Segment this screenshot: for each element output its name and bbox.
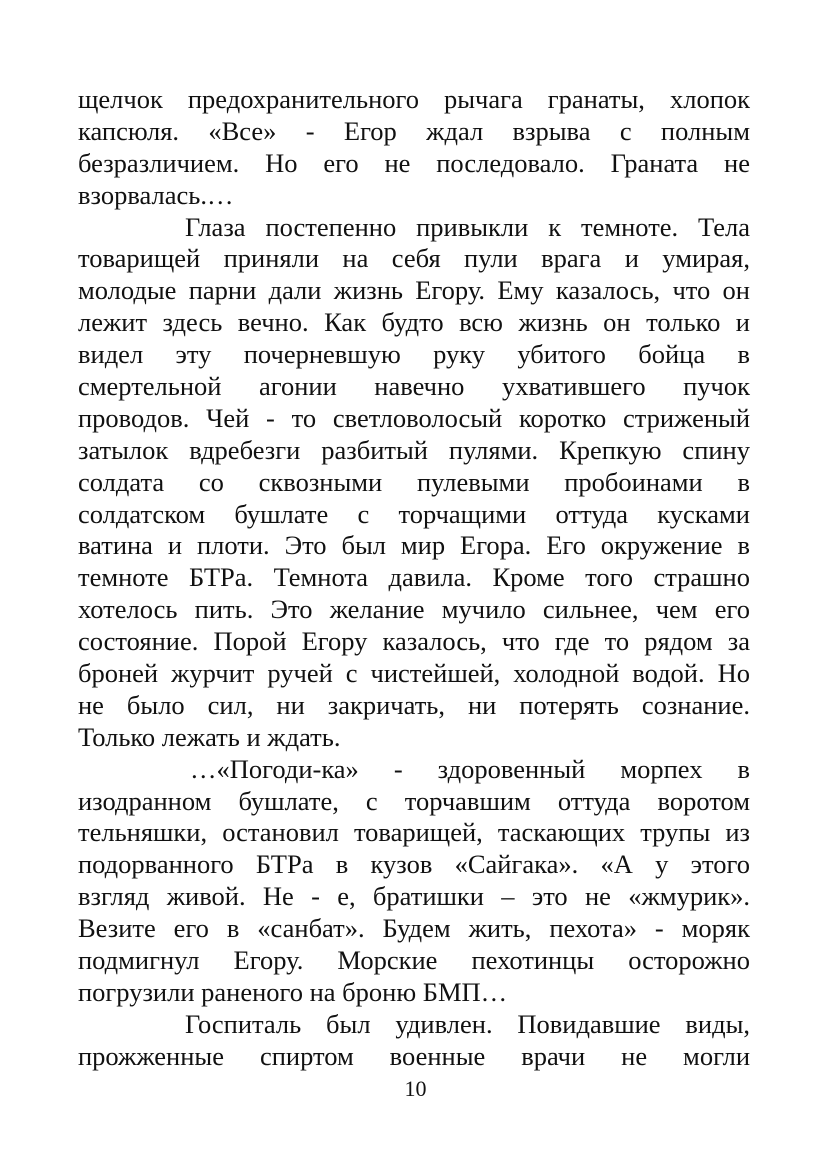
text-line: хотелось пить. Это желание мучило сильнее, чем его (78, 594, 750, 625)
paragraph-start-line: Глаза постепенно привыкли к темноте. Тела (185, 211, 750, 242)
text-line: подорванного БТРа в кузов «Сайгака». «А у этого (78, 849, 750, 880)
text-line: смертельной агонии навечно ухватившего пучок (78, 371, 750, 402)
paragraph-start-line: Госпиталь был удивлен. Повидавшие виды, (185, 1008, 750, 1039)
text-line: состояние. Порой Егору казалось, что где то рядом за (78, 626, 750, 657)
text-line: безразличием. Но его не последовало. Граната не (78, 147, 750, 178)
text-line: взгляд живой. Не - е, братишки – это не «жмурик». (78, 881, 750, 912)
text-line: молодые парни дали жизнь Егору. Ему казалось, что он (78, 275, 750, 306)
text-line: изодранном бушлате, с торчавшим оттуда воротом (78, 785, 750, 816)
text-line: погрузили раненого на броню БМП… (78, 976, 508, 1007)
text-line: товарищей приняли на себя пули врага и умирая, (78, 243, 750, 274)
text-line: затылок вдребезги разбитый пулями. Крепкую спину (78, 434, 750, 465)
text-line: проводов. Чей - то светловолосый коротко стриженый (78, 402, 750, 433)
text-line: не было сил, ни закричать, ни потерять сознание. (78, 689, 750, 720)
body-text (78, 84, 750, 1073)
text-line: темноте БТРа. Темнота давила. Кроме того страшно (78, 562, 750, 593)
text-line: лежит здесь вечно. Как будто всю жизнь он только и (78, 307, 750, 338)
text-line: видел эту почерневшую руку убитого бойца в (78, 339, 750, 370)
text-line: прожженные спиртом военные врачи не могли (78, 1040, 750, 1071)
text-line: Везите его в «санбат». Будем жить, пехота» - моряк (78, 913, 750, 944)
text-line: капсюля. «Все» - Егор ждал взрыва с полным (78, 115, 750, 146)
text-line: солдата со сквозными пулевыми пробоинами в (78, 466, 750, 497)
text-line: броней журчит ручей с чистейшей, холодной водой. Но (78, 658, 750, 689)
text-line: щелчок предохранительного рычага гранаты, хлопок (78, 84, 750, 114)
text-line: подмигнул Егору. Морские пехотинцы осторожно (78, 945, 750, 976)
text-line: солдатском бушлате с торчащими оттуда кусками (78, 498, 750, 529)
text-line: ватина и плоти. Это был мир Егора. Его окружение в (78, 530, 750, 561)
page-number: 10 (404, 1076, 427, 1101)
text-line: тельняшки, остановил товарищей, таскающих трупы из (78, 817, 750, 848)
text-line: взорвалась.… (78, 179, 234, 210)
text-line: Только лежать и ждать. (78, 721, 341, 752)
paragraph-start-line: …«Погоди-ка» - здоровенный морпех в (190, 753, 750, 784)
